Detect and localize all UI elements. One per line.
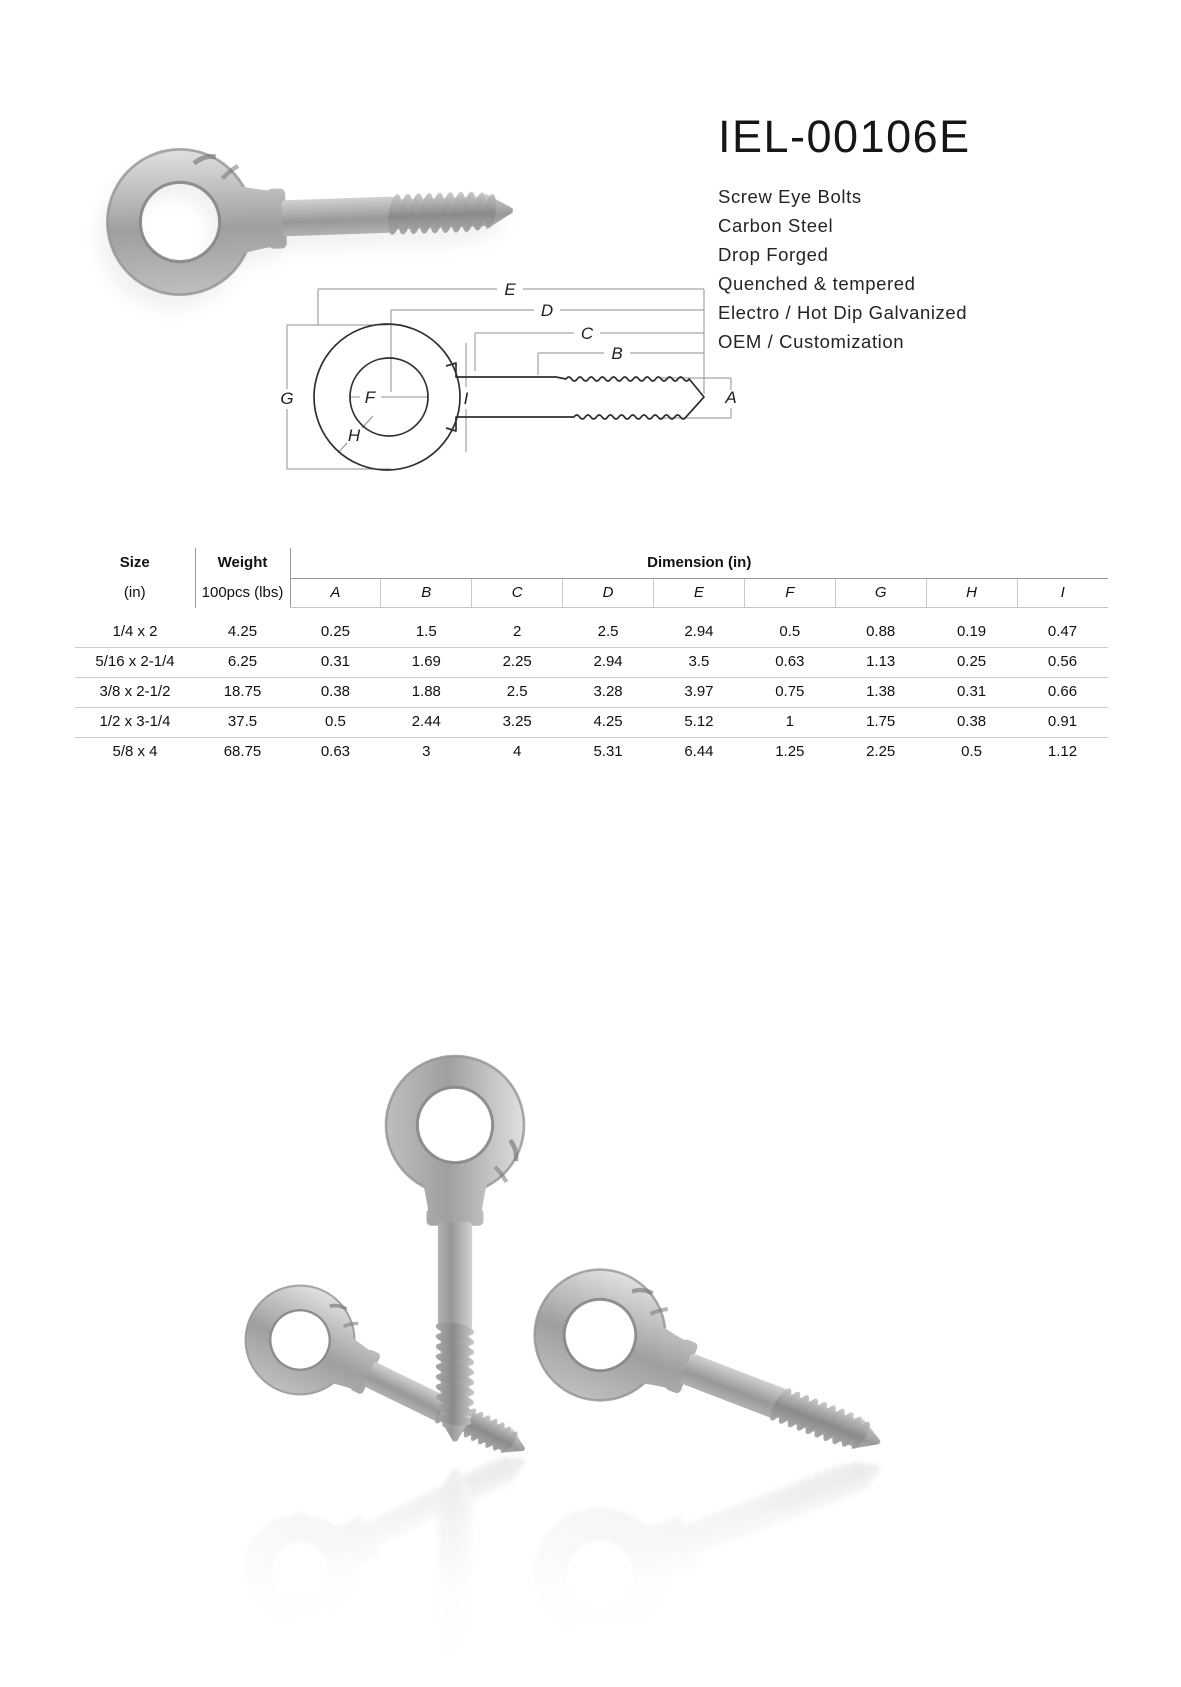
eye-bolt-photo — [105, 138, 515, 297]
table-row — [75, 738, 1108, 768]
product-code: IEL-00106E — [718, 111, 971, 162]
dim-cell: 3.28 — [563, 678, 654, 708]
dim-cell: 5.31 — [563, 738, 654, 768]
dim-cell: 2.94 — [563, 648, 654, 678]
dim-label-D: D — [540, 301, 554, 320]
dim-label-B: B — [611, 344, 623, 363]
feature-item: Drop Forged — [718, 243, 829, 265]
dim-cell: 0.56 — [1017, 648, 1108, 678]
size-cell: 5/8 x 4 — [75, 738, 195, 768]
weight-cell: 68.75 — [195, 738, 290, 768]
dim-cell: 1.25 — [744, 738, 835, 768]
dim-cell: 3.97 — [654, 678, 745, 708]
dim-cell: 0.47 — [1047, 623, 1078, 641]
dim-col-A: A — [290, 579, 381, 608]
dim-label-G: G — [280, 389, 294, 408]
technical-drawing — [262, 278, 747, 483]
dim-cell: 0.91 — [1017, 708, 1108, 738]
feature-item: Carbon Steel — [718, 214, 834, 236]
size-cell: 3/8 x 2-1/2 — [75, 678, 195, 708]
dim-cell: 0.31 — [926, 678, 1017, 708]
weight-cell: 18.75 — [195, 678, 290, 708]
dim-label-H: H — [347, 426, 361, 445]
weight-cell: 4.25 — [227, 623, 258, 640]
dim-col-E: E — [654, 579, 745, 608]
dim-cell: 0.63 — [744, 648, 835, 678]
dim-cell: 0.31 — [290, 648, 381, 678]
dim-cell: 2.5 — [472, 678, 563, 708]
table-row — [75, 648, 1108, 678]
dim-cell: 2.25 — [472, 648, 563, 678]
dim-cell: 0.75 — [744, 678, 835, 708]
feature-item: Electro / Hot Dip Galvanized — [718, 301, 968, 323]
dim-cell: 1 — [744, 708, 835, 738]
size-cell: 1/2 x 3-1/4 — [75, 708, 195, 738]
dim-cell: 0.25 — [320, 623, 351, 641]
weight-header: Weight — [195, 548, 290, 579]
size-cell: 5/16 x 2-1/4 — [75, 648, 195, 678]
dim-label-A: A — [725, 388, 737, 407]
dim-cell: 0.25 — [926, 648, 1017, 678]
dim-col-D: D — [563, 579, 654, 608]
dim-cell: 2 — [513, 623, 522, 641]
title-block — [718, 112, 971, 356]
dim-label-I: I — [463, 389, 469, 408]
feature-item: Screw Eye Bolts — [718, 185, 862, 207]
dim-cell: 2.94 — [684, 623, 714, 641]
shank-outline — [446, 363, 704, 431]
dim-cell: 1.88 — [381, 678, 472, 708]
dim-col-G: G — [835, 579, 926, 608]
table-row — [75, 678, 1108, 708]
size-unit: (in) — [123, 583, 146, 601]
dim-cell: 0.66 — [1017, 678, 1108, 708]
dim-cell: 5.12 — [654, 708, 745, 738]
dim-cell: 2.44 — [381, 708, 472, 738]
feature-item: OEM / Customization — [718, 330, 905, 352]
dim-label-E: E — [504, 280, 516, 299]
table-row — [75, 608, 1108, 648]
dim-cell: 3 — [381, 738, 472, 768]
feature-item: Quenched & tempered — [718, 272, 916, 294]
dim-cell: 1.38 — [835, 678, 926, 708]
reflection-fade — [150, 1450, 1030, 1687]
table-row — [75, 708, 1108, 738]
dim-cell: 1.75 — [835, 708, 926, 738]
dim-cell: 0.63 — [290, 738, 381, 768]
eye-bolts-group — [227, 1056, 903, 1503]
spec-table — [75, 548, 1108, 767]
dim-col-F: F — [744, 579, 835, 608]
dim-cell: 1.13 — [835, 648, 926, 678]
dim-cell: 2.25 — [835, 738, 926, 768]
dim-cell: 1.69 — [381, 648, 472, 678]
dim-label-F: F — [364, 388, 376, 407]
dim-cell: 1.12 — [1017, 738, 1108, 768]
dim-cell: 1.5 — [415, 623, 437, 641]
dim-cell: 0.5 — [290, 708, 381, 738]
dim-cell: 0.38 — [926, 708, 1017, 738]
dim-cell: 0.38 — [290, 678, 381, 708]
dim-col-B: B — [381, 579, 472, 608]
feature-list — [718, 182, 971, 356]
dim-col-C: C — [472, 579, 563, 608]
dim-cell: 0.5 — [779, 623, 801, 641]
dim-label-C: C — [580, 324, 594, 343]
dim-cell: 0.5 — [926, 738, 1017, 768]
weight-cell: 6.25 — [195, 648, 290, 678]
dim-cell: 6.44 — [654, 738, 745, 768]
size-header: Size — [119, 554, 150, 571]
size-cell: 1/4 x 2 — [112, 623, 158, 640]
dim-cell: 0.88 — [866, 623, 896, 641]
dim-col-H: H — [926, 579, 1017, 608]
weight-cell: 37.5 — [195, 708, 290, 738]
dim-cell: 4.25 — [563, 708, 654, 738]
dim-cell: 4 — [472, 738, 563, 768]
dimension-header: Dimension (in) — [290, 548, 1108, 579]
dimension-labels — [280, 280, 736, 445]
dim-cell: 2.5 — [597, 623, 619, 641]
dim-cell: 3.25 — [472, 708, 563, 738]
dim-cell: 0.19 — [956, 623, 987, 641]
dim-col-I: I — [1017, 579, 1108, 608]
dim-cell: 3.5 — [654, 648, 745, 678]
weight-unit: 100pcs (lbs) — [195, 579, 290, 608]
